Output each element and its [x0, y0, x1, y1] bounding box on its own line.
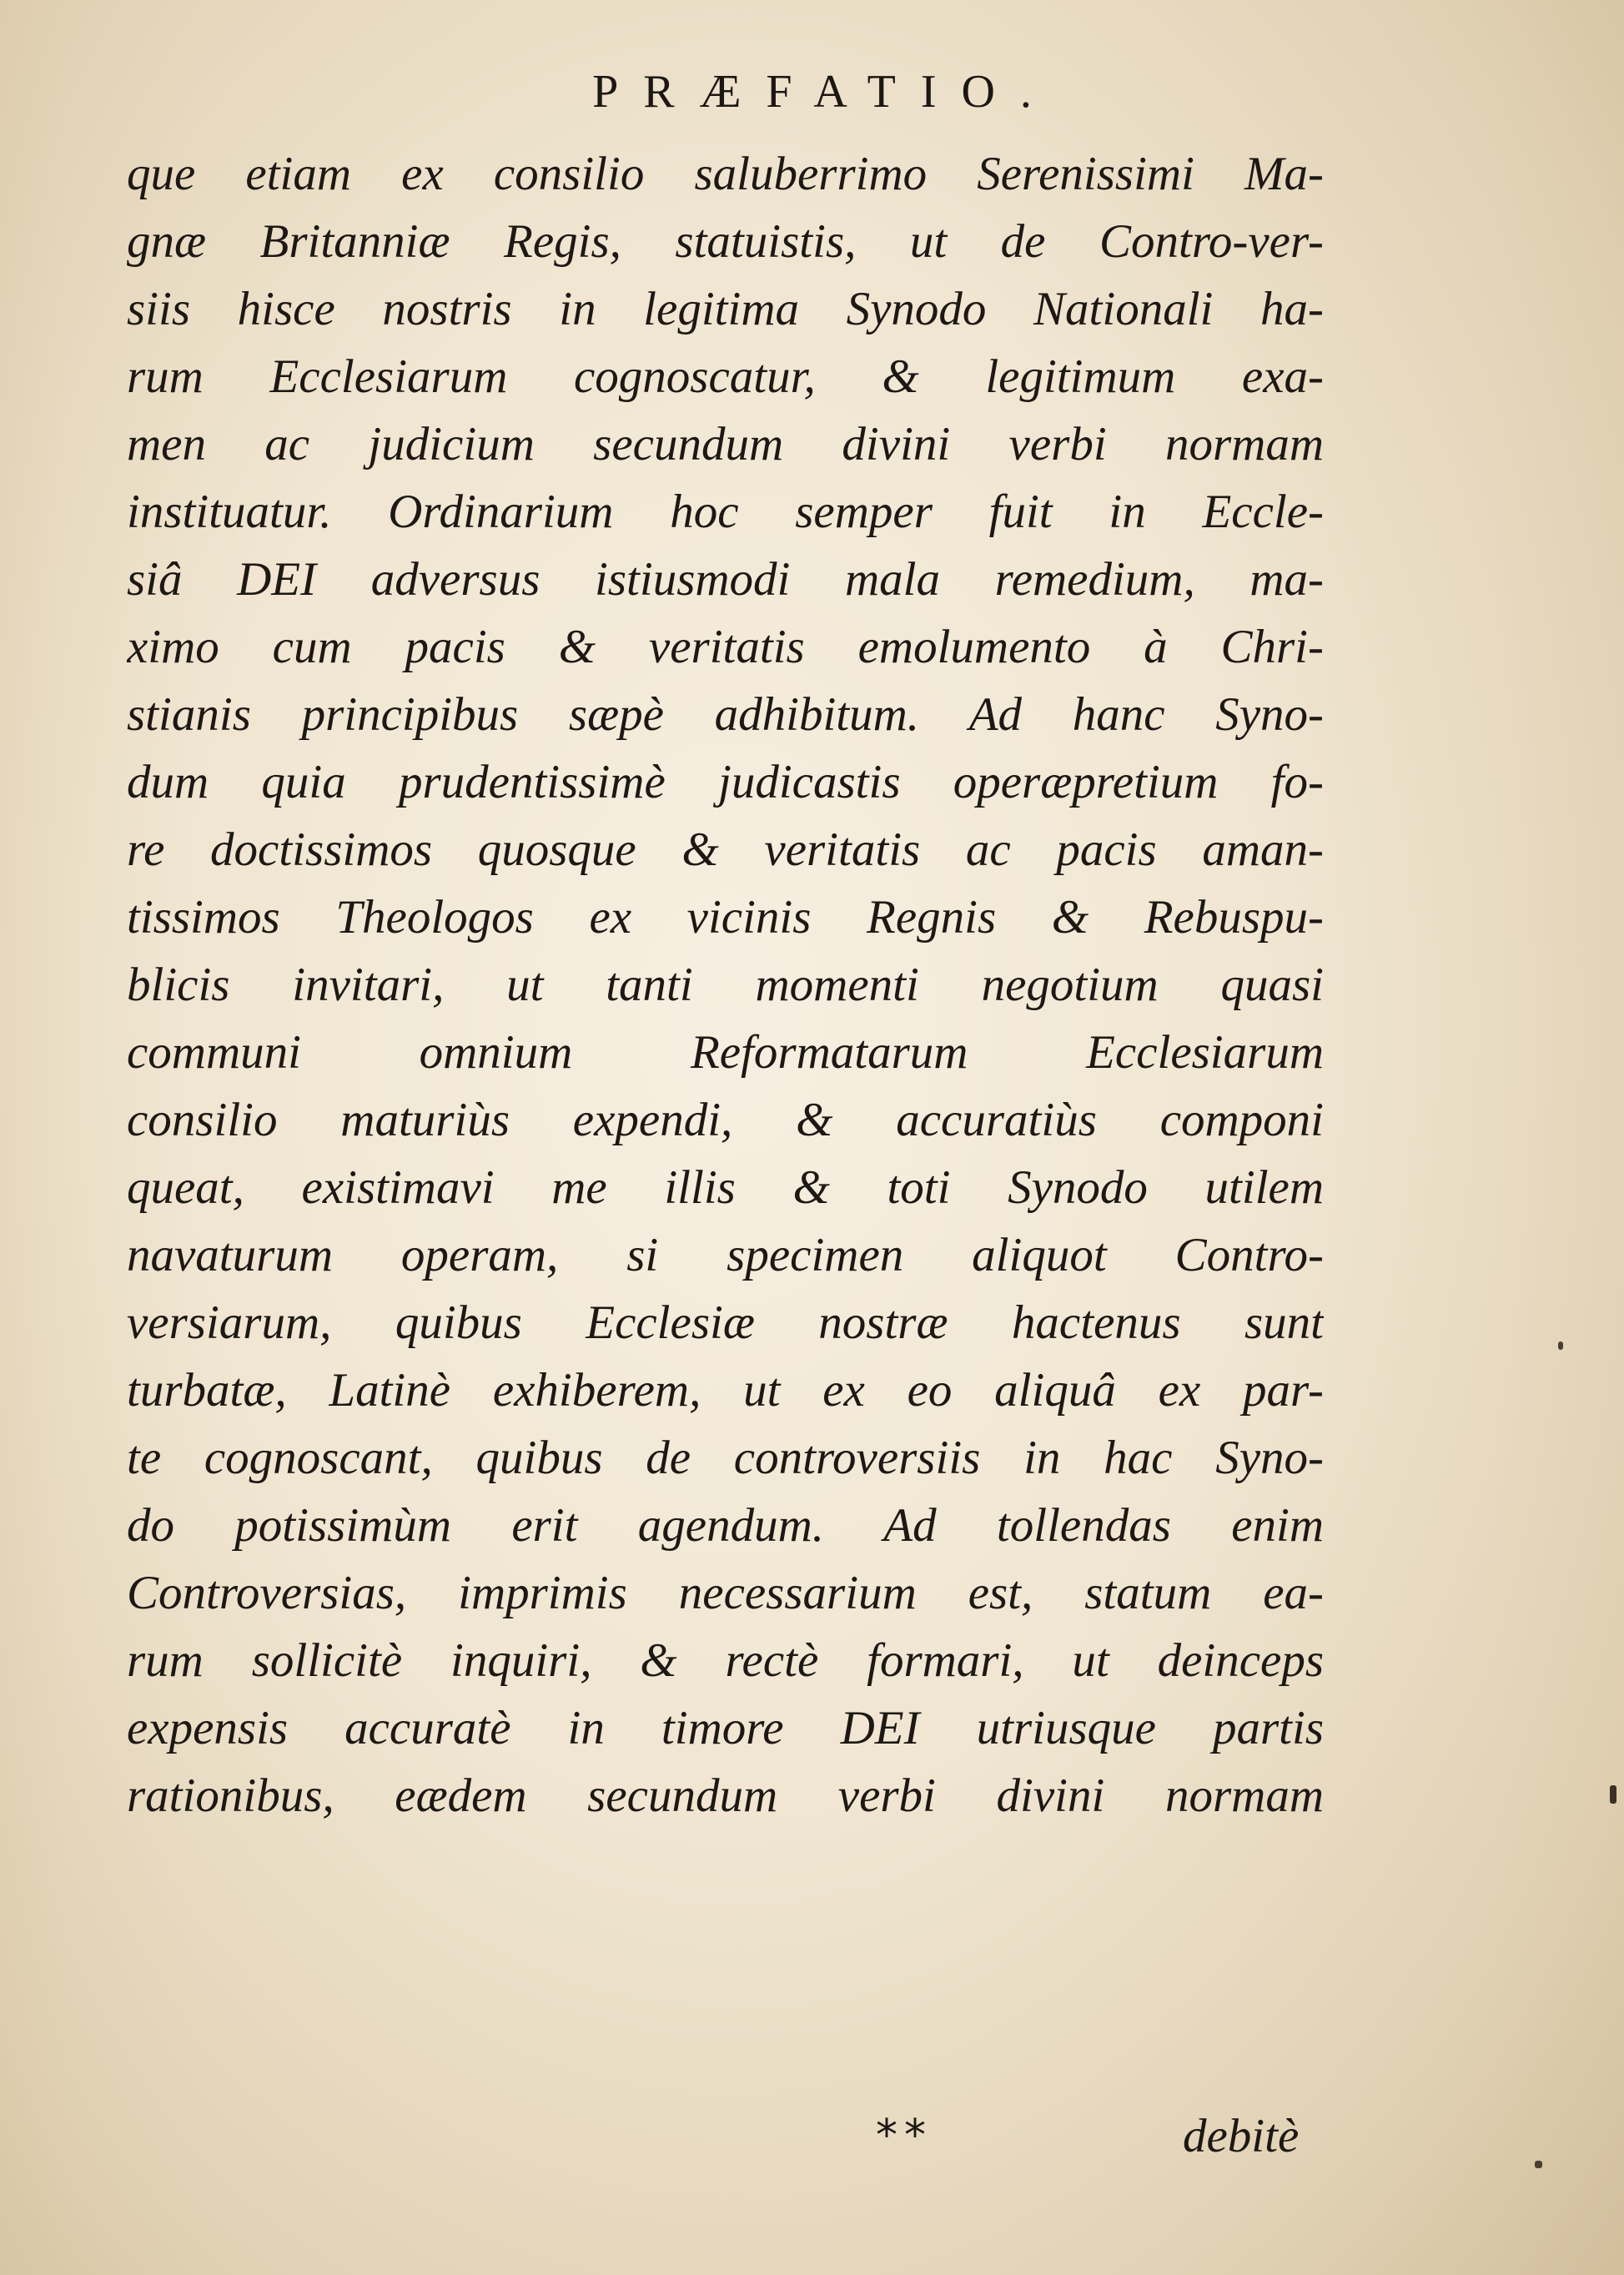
text-line: re doctissimos quosque & veritatis ac pacis aman- — [127, 823, 1324, 876]
text-line: consilio maturiùs expendi, & accuratiùs componi — [127, 1094, 1324, 1146]
text-line: communi omnium Reformatarum Ecclesiarum — [127, 1026, 1324, 1079]
text-line: rum Ecclesiarum cognoscatur, & legitimum exa- — [127, 350, 1324, 403]
signature-mark: ** — [876, 2111, 933, 2161]
text-line: navaturum operam, si specimen aliquot Contro- — [127, 1229, 1324, 1281]
text-line: versiarum, quibus Ecclesiæ nostræ hactenus sunt — [127, 1296, 1324, 1349]
text-line: gnæ Britanniæ Regis, statuistis, ut de Contro-ver- — [127, 215, 1324, 268]
text-line: te cognoscant, quibus de controversiis in hac Syno- — [127, 1432, 1324, 1484]
paper-speck — [1610, 1785, 1616, 1804]
text-line: que etiam ex consilio saluberrimo Serenissimi Ma- — [127, 148, 1324, 200]
text-line: turbatæ, Latinè exhiberem, ut ex eo aliquâ ex par- — [127, 1364, 1324, 1417]
text-line: blicis invitari, ut tanti momenti negotium quasi — [127, 959, 1324, 1011]
text-line: men ac judicium secundum divini verbi normam — [127, 418, 1324, 471]
text-line: siâ DEI adversus istiusmodi mala remedium, ma- — [127, 553, 1324, 606]
paper-speck — [1558, 1341, 1563, 1350]
text-line: ximo cum pacis & veritatis emolumento à Chri- — [127, 621, 1324, 673]
text-line: instituatur. Ordinarium hoc semper fuit in Eccle- — [127, 486, 1324, 538]
text-line: Controversias, imprimis necessarium est, statum ea- — [127, 1567, 1324, 1619]
text-line: expensis accuratè in timore DEI utriusque partis — [127, 1702, 1324, 1754]
text-line: dum quia prudentissimè judicastis operæpretium fo- — [127, 756, 1324, 808]
paper-speck — [1535, 2161, 1542, 2168]
page-header: PRÆFATIO. — [592, 66, 1057, 118]
body-text — [127, 140, 1324, 1830]
text-line: queat, existimavi me illis & toti Synodo utilem — [127, 1161, 1324, 1214]
text-line: siis hisce nostris in legitima Synodo Nationali ha- — [127, 283, 1324, 335]
text-line: do potissimùm erit agendum. Ad tollendas enim — [127, 1499, 1324, 1552]
catchword: debitè — [1183, 2110, 1300, 2162]
text-line: tissimos Theologos ex vicinis Regnis & Rebuspu- — [127, 891, 1324, 944]
text-line: stianis principibus sæpè adhibitum. Ad hanc Syno- — [127, 688, 1324, 741]
text-line: rum sollicitè inquiri, & rectè formari, ut deinceps — [127, 1634, 1324, 1687]
text-line: rationibus, eædem secundum verbi divini normam — [127, 1769, 1324, 1822]
